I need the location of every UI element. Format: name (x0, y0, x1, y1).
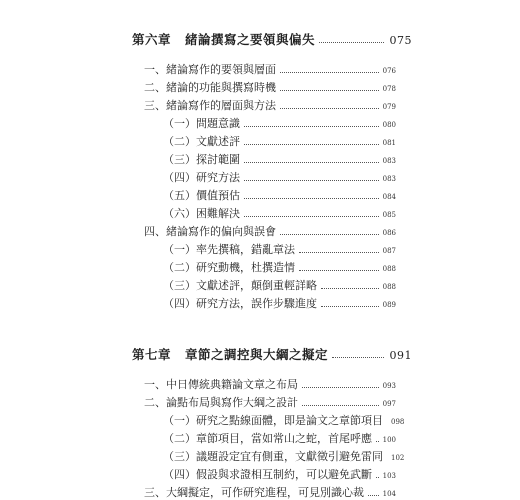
leader-dots (280, 108, 379, 109)
entry-page-number: 079 (382, 103, 396, 111)
leader-dots (244, 216, 379, 217)
chapter-page-number: 091 (389, 349, 412, 362)
entry-page-number: 080 (382, 121, 396, 129)
entry-title: （一）率先撰稿，錯亂章法 (163, 243, 295, 256)
toc-subentry[interactable] (163, 295, 396, 311)
leader-dots (299, 252, 379, 253)
entry-title: 二、緒論的功能與撰寫時機 (144, 81, 276, 94)
chapter-page-number: 075 (389, 34, 412, 47)
toc-entry[interactable] (144, 79, 396, 95)
entry-page-number: 078 (382, 85, 396, 93)
chapter-label: 第七章 (132, 347, 172, 362)
toc-entry[interactable] (144, 376, 396, 392)
toc-subentry[interactable] (163, 115, 396, 131)
entry-title: （一）問題意識 (163, 117, 240, 130)
chapter-heading[interactable] (132, 345, 412, 363)
entry-page-number: 086 (382, 229, 396, 237)
leader-dots (368, 495, 379, 496)
entry-page-number: 083 (382, 175, 396, 183)
toc-subentry[interactable] (163, 205, 396, 221)
entry-page-number: 088 (382, 265, 396, 273)
entry-title: （四）研究方法 (163, 171, 240, 184)
entry-title: （五）價值預估 (163, 189, 240, 202)
toc-subentry[interactable] (163, 259, 396, 275)
toc-subentry[interactable] (163, 133, 396, 149)
leader-dots (321, 306, 379, 307)
leader-dots (376, 441, 379, 442)
entry-page-number: 098 (391, 418, 405, 426)
entry-page-number: 093 (382, 382, 396, 390)
leader-dots (302, 387, 379, 388)
entry-page-number: 088 (382, 283, 396, 291)
leader-dots (280, 234, 379, 235)
entry-title: 三、大綱擬定，可作研究進程，可見別識心裁 (144, 486, 364, 499)
leader-dots (244, 144, 379, 145)
leader-dots (244, 162, 379, 163)
toc-entry[interactable] (144, 61, 396, 77)
chapter-title: 章節之調控與大綱之擬定 (185, 347, 329, 362)
entry-page-number: 089 (382, 301, 396, 309)
entry-title: 一、緒論寫作的要領與層面 (144, 63, 276, 76)
entry-page-number: 104 (382, 490, 396, 498)
entry-title: （六）困難解決 (163, 207, 240, 220)
entry-page-number: 087 (382, 247, 396, 255)
toc-entry[interactable] (144, 97, 396, 113)
leader-dots (319, 42, 383, 43)
entry-page-number: 100 (382, 436, 396, 444)
entry-page-number: 084 (382, 193, 396, 201)
entry-page-number: 085 (382, 211, 396, 219)
chapter-title: 緒論撰寫之要領與偏失 (185, 32, 316, 47)
leader-dots (280, 90, 379, 91)
entry-title: 二、論點布局與寫作大綱之設計 (144, 396, 298, 409)
toc-subentry[interactable] (163, 277, 396, 293)
entry-page-number: 081 (382, 139, 396, 147)
toc-subentry[interactable] (163, 412, 405, 428)
toc-subentry[interactable] (163, 151, 396, 167)
entry-title: 一、中日傳統典籍論文章之布局 (144, 378, 298, 391)
toc-subentry[interactable] (163, 187, 396, 203)
entry-page-number: 076 (382, 67, 396, 75)
chapter-heading[interactable] (132, 30, 412, 48)
toc-subentry[interactable] (163, 430, 396, 446)
entry-title: （三）議題設定宜有側重，文獻徵引避免雷同 (163, 450, 383, 463)
entry-page-number: 083 (382, 157, 396, 165)
entry-title: （二）研究動機，杜撰造情 (163, 261, 295, 274)
entry-title: 四、緒論寫作的偏向與誤會 (144, 225, 276, 238)
entry-title: （二）章節項目，當如常山之蛇，首尾呼應 (163, 432, 372, 445)
toc-subentry[interactable] (163, 169, 396, 185)
chapter-label: 第六章 (132, 32, 172, 47)
entry-page-number: 103 (382, 472, 396, 480)
toc-subentry[interactable] (163, 241, 396, 257)
entry-title: （一）研究之點線面體，即是論文之章節項目 (163, 414, 383, 427)
toc-subentry[interactable] (163, 448, 405, 464)
entry-title: （四）研究方法，誤作步驟進度 (163, 297, 317, 310)
toc-entry[interactable] (144, 484, 396, 500)
leader-dots (332, 357, 383, 358)
entry-page-number: 097 (382, 400, 396, 408)
leader-dots (302, 405, 379, 406)
entry-title: （三）文獻述評，顛倒重輕詳略 (163, 279, 317, 292)
leader-dots (321, 288, 379, 289)
toc-subentry[interactable] (163, 466, 396, 482)
leader-dots (244, 180, 379, 181)
leader-dots (244, 198, 379, 199)
entry-title: （四）假設與求證相互制約，可以避免武斷 (163, 468, 372, 481)
leader-dots (376, 477, 379, 478)
toc-entry[interactable] (144, 394, 396, 410)
entry-title: （三）探討範圍 (163, 153, 240, 166)
leader-dots (244, 126, 379, 127)
leader-dots (299, 270, 379, 271)
toc-entry[interactable] (144, 223, 396, 239)
entry-page-number: 102 (391, 454, 405, 462)
entry-title: （二）文獻述評 (163, 135, 240, 148)
entry-title: 三、緒論寫作的層面與方法 (144, 99, 276, 112)
leader-dots (280, 72, 379, 73)
